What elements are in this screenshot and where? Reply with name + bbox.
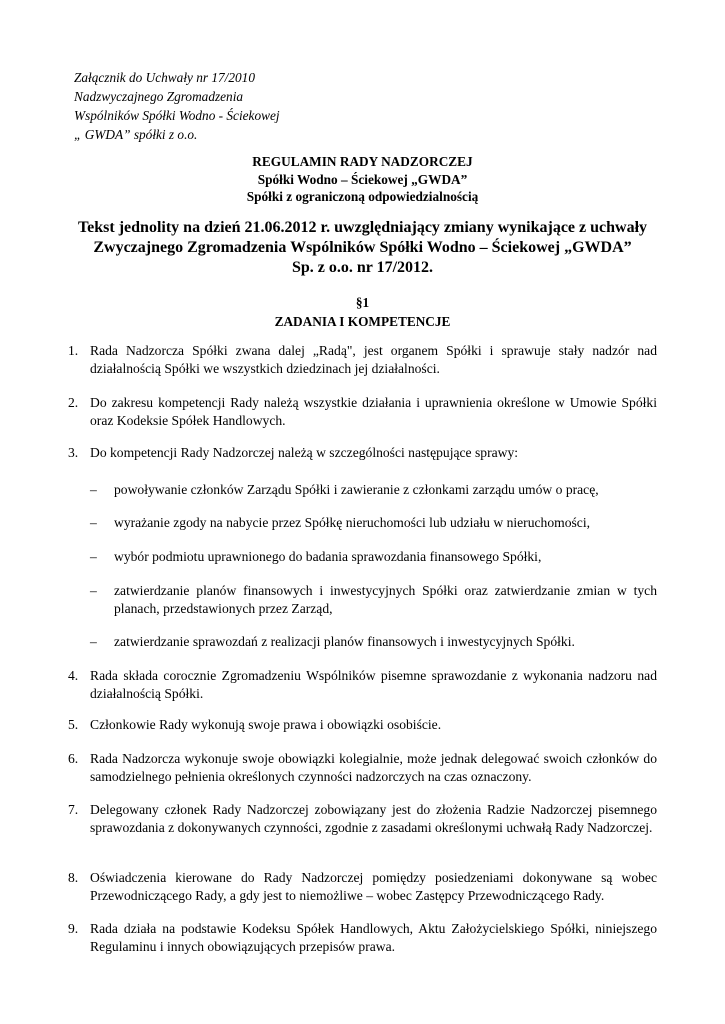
sub-list-item [90,481,657,499]
section-heading [0,293,725,331]
sub-list-item [90,633,657,651]
unified-line: Tekst jednolity na dzień 21.06.2012 r. uwzględniający zmiany wynikające z uchwały [77,219,648,236]
sub-item-text: wybór podmiotu uprawnionego do badania sprawozdania finansowego Spółki, [114,549,542,564]
dash-bullet: – [90,583,97,598]
item-number: 7. [68,802,79,817]
dash-bullet: – [90,515,97,530]
item-text: Członkowie Rady wykonują swoje prawa i obowiązki osobiście. [90,717,442,732]
item-text: Delegowany członek Rady Nadzorczej zobowiązany jest do złożenia Radzie Nadzorczej pisemnego sprawozdania z dokonywanych czynności, zgodnie z zasadami określonymi uchwałą Rady Nadzorczej. [90,802,657,835]
attachment-note-line: Nadzwyczajnego Zgromadzenia [74,89,244,104]
item-text: Rada składa corocznie Zgromadzeniu Wspólników pisemne sprawozdanie z wykonania nadzoru nad działalnością Spółki. [90,668,657,701]
item-number: 5. [68,717,79,732]
item-text: Rada Nadzorcza wykonuje swoje obowiązki kolegialnie, może jednak delegować swoich członków do samodzielnego pełnienia określonych czynności nadzorczych na czas oznaczony. [90,751,657,784]
section-number: §1 [355,295,370,310]
sub-item-text: zatwierdzanie sprawozdań z realizacji planów finansowych i inwestycyjnych Spółki. [114,634,575,649]
item-number: 1. [68,343,79,358]
item-number: 6. [68,751,79,766]
document-title [0,153,725,206]
sub-item-text: wyrażanie zgody na nabycie przez Spółkę nieruchomości lub udziału w nieruchomości, [114,515,590,530]
sub-list-item [90,582,657,618]
list-item [68,869,657,905]
list-item [68,667,657,703]
unified-text-heading [60,218,665,278]
list-item [68,750,657,786]
attachment-note-line: Wspólników Spółki Wodno - Ściekowej [74,108,280,123]
list-item [68,716,657,734]
item-number: 3. [68,445,79,460]
sub-list-item [90,514,657,532]
item-number: 2. [68,395,79,410]
list-item [68,801,657,837]
title-line: Spółki z ograniczoną odpowiedzialnością [246,189,479,204]
dash-bullet: – [90,549,97,564]
item-text: Do zakresu kompetencji Rady należą wszystkie działania i uprawnienia określone w Umowie Spółki oraz Kodeksie Spółek Handlowych. [90,395,657,428]
attachment-note-line: „ GWDA” spółki z o.o. [74,127,198,142]
attachment-note [74,68,280,144]
attachment-note-line: Załącznik do Uchwały nr 17/2010 [74,70,255,85]
list-item [68,342,657,378]
item-number: 4. [68,668,79,683]
item-text: Oświadczenia kierowane do Rady Nadzorczej pomiędzy posiedzeniami dokonywane są wobec Przewodniczącego Rady, a gdy jest to niemożliwe – wobec Zastępcy Przewodniczącego Rady. [90,870,657,903]
sub-item-text: powoływanie członków Zarządu Spółki i zawieranie z członkami zarządu umów o pracę, [114,482,599,497]
item-number: 8. [68,870,79,885]
item-text: Rada działa na podstawie Kodeksu Spółek Handlowych, Aktu Założycielskiego Spółki, niniejszego Regulaminu i innych obowiązujących przepisów prawa. [90,921,657,954]
list-item [68,394,657,430]
title-line: Spółki Wodno – Ściekowej „GWDA” [257,171,468,187]
section-title: ZADANIA I KOMPETENCJE [274,314,451,329]
item-text: Rada Nadzorcza Spółki zwana dalej „Radą", jest organem Spółki i sprawuje stały nadzór nad działalnością Spółki we wszystkich dziedzinach jej działalności. [90,343,657,376]
title-line: REGULAMIN RADY NADZORCZEJ [252,154,473,169]
sub-list-item [90,548,657,566]
item-text: Do kompetencji Rady Nadzorczej należą w szczególności następujące sprawy: [90,445,519,460]
unified-line: Sp. z o.o. nr 17/2012. [291,259,434,276]
dash-bullet: – [90,634,97,649]
item-number: 9. [68,921,79,936]
unified-line: Zwyczajnego Zgromadzenia Wspólników Spółki Wodno – Ściekowej „GWDA” [93,239,632,256]
sub-item-text: zatwierdzanie planów finansowych i inwestycyjnych Spółki oraz zatwierdzanie zmian w tych planach, przedstawionych przez Zarząd, [114,583,657,616]
list-item [68,444,657,462]
dash-bullet: – [90,482,97,497]
list-item [68,920,657,956]
